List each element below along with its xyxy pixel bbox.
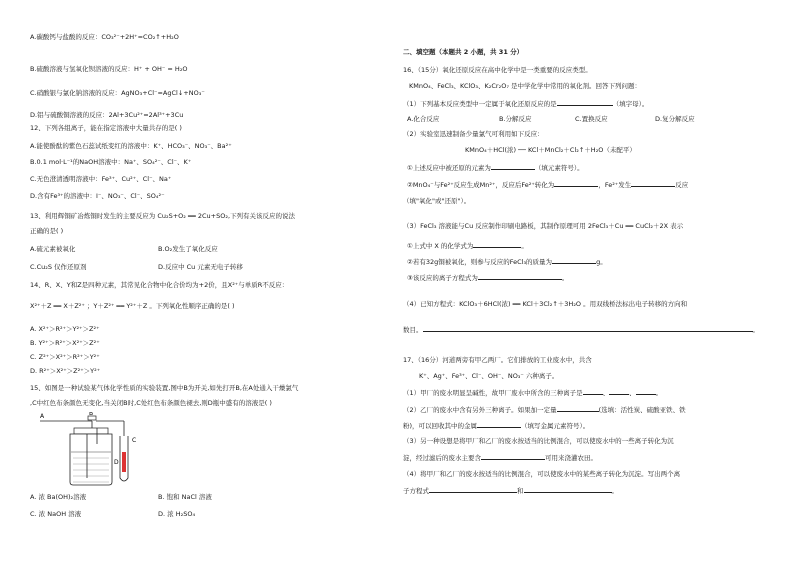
q17-3: （3）另一种设想是将甲厂和乙厂的废水按适当的比例混合，可以使废水中的一些离子转化为沉 <box>403 437 674 445</box>
q14-option-a: A. X²⁺＞R²⁺＞Y²⁺＞Z²⁺ <box>30 325 100 333</box>
q16-2-equation: KMnO₄＋HCl(浓) ── KCl＋MnCl₂＋Cl₂↑＋H₂O（未配平） <box>465 146 636 154</box>
q17-2-cont <box>403 421 589 431</box>
q16-stem: 16、（15分）氧化还原反应在高中化学中是一类重要的反应类型。 <box>403 66 592 74</box>
q13-stem-cont: 正确的是( ) <box>30 227 64 235</box>
label-c: C <box>132 437 137 444</box>
q16-1 <box>403 99 648 109</box>
q16-1-option-a: A.化合反应 <box>407 115 440 123</box>
q16-3-a-text: ①上式中 X 的化学式为 <box>407 242 474 250</box>
q17-ions: K⁺、Ag⁺、Fe³⁺、Cl⁻、OH⁻、NO₃⁻ 六种离子。 <box>419 372 559 380</box>
q16-3-c-tail: 。 <box>561 274 569 282</box>
answer-blank <box>557 405 599 412</box>
q17-2-cont-text: 粉)，可以回收其中的金属 <box>403 422 478 430</box>
answer-blank <box>478 273 562 280</box>
label-d: D <box>114 459 119 466</box>
right-column <box>403 0 773 562</box>
left-column <box>30 0 380 562</box>
q17-1-text: （1）甲厂的废水明显呈碱性，故甲厂废水中所含的三种离子是 <box>403 389 583 397</box>
answer-blank <box>423 325 753 332</box>
q16-3-b <box>407 257 607 267</box>
q16-3: （3）FeCl₃ 溶液能与Cu 反应制作印刷电路板，其制作原理可用 2FeCl₃＋Cu ══ CuCl₂＋2X 表示 <box>403 222 684 230</box>
q13-option-c: C.Cu₂S 仅作还原剂 <box>30 263 87 271</box>
q17-2-tail: (选填：活性炭、硫酸亚铁、铁 <box>598 406 686 414</box>
q17-4: （4）将甲厂和乙厂的废水按适当的比例混合，可以使废水中的某些离子转化为沉淀。写出两个离 <box>403 470 681 478</box>
q16-3-c <box>407 273 568 283</box>
q16-3-b-tail: g。 <box>596 258 607 266</box>
answer-blank <box>557 99 613 106</box>
q14-option-c: C. Z²⁺＞X²⁺＞R²⁺＞Y²⁺ <box>30 353 100 361</box>
q17-1-tail: 。 <box>655 389 663 397</box>
q16-intro: KMnO₄、FeCl₃、KClO₃、K₂Cr₂O₇ 是中学化学中常用的氧化剂。回答下列问题： <box>409 82 641 90</box>
answer-blank <box>631 180 675 187</box>
bottle-d <box>70 434 112 485</box>
gas-apparatus-diagram <box>40 412 150 488</box>
answer-blank <box>583 388 603 395</box>
q13-stem: 13、利用辉铜矿冶炼铜时发生的主要反应为 Cu₂S+O₂ ══ 2Cu+SO₂,下列有关该反应的说法 <box>30 212 296 220</box>
q11-option-b: B.硫酸溶液与氢氧化钡溶液的反应：H⁺ + OH⁻ = H₂O <box>30 65 188 73</box>
q17-2 <box>403 405 686 415</box>
q11-option-a: A.碳酸钙与盐酸的反应：CO₃²⁻+2H⁺=CO₂↑+H₂O <box>30 33 179 41</box>
q12-option-d: D.含有Fe³⁺的溶液中：I⁻、NO₃⁻、Cl⁻、SO₄²⁻ <box>30 192 165 200</box>
q16-2-a-tail: （填元素符号）。 <box>534 164 584 172</box>
q17-2-cont-tail: （填写金属元素符号）。 <box>521 422 590 430</box>
answer-blank <box>609 388 629 395</box>
q12-stem: 12、下列各组离子，能在指定溶液中大量共存的是( ) <box>30 124 182 132</box>
q17-4-cont-mid: 和 <box>517 487 524 495</box>
q14-option-d: D. R²⁺＞X²⁺＞Z²⁺＞Y²⁺ <box>30 367 101 375</box>
q16-2-b-note: （填"氧化"或"还原"）。 <box>403 197 471 205</box>
answer-blank <box>636 388 656 395</box>
q15-stem-cont: ,C中红色布条颜色无变化,当关闭B时,C处红色布条颜色褪去,则D瓶中盛有的溶液是( ) <box>30 399 272 407</box>
q16-3-a-tail: 。 <box>521 242 528 250</box>
q16-1-option-b: B.分解反应 <box>499 115 532 123</box>
q17-3-cont-text: 淀，经过滤后的废水主要含 <box>403 454 481 462</box>
q17-3-cont-tail: 可用来浇灌农田。 <box>545 454 597 462</box>
q16-4-cont-tail: 。 <box>752 326 759 334</box>
answer-blank <box>473 241 521 248</box>
answer-blank <box>477 421 521 428</box>
q17-4-cont-tail: 。 <box>611 487 618 495</box>
q16-1-text: （1）下列基本反应类型中一定属于氧化还原反应的是 <box>403 100 557 108</box>
q16-1-option-d: D.复分解反应 <box>655 115 695 123</box>
q16-4-cont-text: 数目。 <box>403 326 423 334</box>
q16-2: （2）实验室迅速制备少量氯气可利用如下反应： <box>403 130 544 138</box>
q15-option-b: B. 饱和 NaCl 溶液 <box>158 493 212 501</box>
q16-2-b <box>407 180 688 190</box>
q17-1 <box>403 388 662 398</box>
q12-option-a: A.能使酚酞的紫色石蕊试纸变红的溶液中：K⁺、HCO₃⁻、NO₃⁻、Ba²⁺ <box>30 142 232 150</box>
q17-1-sep1: 、 <box>602 389 610 397</box>
answer-blank <box>481 453 545 460</box>
q14-equations: X²⁺＋Z ══ X＋Z²⁺ ；Y＋Z²⁺ ══ Y²⁺＋Z 。下列氧化性顺序正确的是( ) <box>30 302 235 310</box>
q16-2-a-text: ①上述反应中被还原的元素为 <box>407 164 491 172</box>
section-heading: 二、填空题（本题共 2 小题，共 31 分） <box>403 48 524 56</box>
answer-blank <box>524 486 612 493</box>
q13-option-b: B.O₂发生了氧化反应 <box>158 245 218 253</box>
answer-blank <box>554 180 598 187</box>
answer-blank <box>491 163 535 170</box>
q16-1-option-c: C.置换反应 <box>575 115 608 123</box>
q16-1-tail: （填字母）。 <box>612 100 649 108</box>
q16-3-a <box>407 241 528 251</box>
q13-option-d: D.反应中 Cu 元素无电子转移 <box>158 263 243 271</box>
q11-option-c: C.硝酸银与氯化钠溶液的反应：AgNO₃+Cl⁻=AgCl↓+NO₃⁻ <box>30 89 205 97</box>
q16-4-cont <box>403 325 759 335</box>
label-a: A <box>40 413 45 420</box>
answer-blank <box>429 486 517 493</box>
q16-2-b-tail: 反应 <box>675 181 689 189</box>
q17-3-cont <box>403 453 597 463</box>
red-cloth-strip <box>122 452 126 472</box>
q16-2-b-mid: ，Fe²⁺发生 <box>598 181 632 189</box>
q17-4-cont-text: 子方程式 <box>403 487 429 495</box>
q15-option-c: C. 浓 NaOH 溶液 <box>30 510 82 518</box>
label-b: B <box>89 412 94 417</box>
q17-2-text: （2）乙厂的废水中含有另外三种离子。如果加一定量 <box>403 406 557 414</box>
answer-blank <box>552 257 596 264</box>
q14-option-b: B. Y²⁺＞R²⁺＞X²⁺＞Z²⁺ <box>30 339 100 347</box>
q16-3-c-text: ③该反应的离子方程式为 <box>407 274 478 282</box>
q17-stem: 17、（16分）河道两旁有甲乙两厂。它们排放的工业废水中，共含 <box>403 356 592 364</box>
q13-option-a: A.硫元素被氧化 <box>30 245 76 253</box>
q15-option-a: A. 浓 Ba(OH)₂溶液 <box>30 493 87 501</box>
q12-option-c: C.无色澄清透明溶液中：Fe³⁺、Cu²⁺、Cl⁻、Na⁺ <box>30 175 172 183</box>
q15-stem: 15、如图是一种试验某气体化学性质的实验装置,图中B为开关,如先打开B,在A处通入干燥氯气 <box>30 384 299 392</box>
q16-4: （4）已知方程式：KClO₃＋6HCl(浓) ══ KCl＋3Cl₂↑＋3H₂O 。用双线桥法标出电子转移的方向和 <box>403 300 688 308</box>
q16-2-a <box>407 163 584 173</box>
q16-3-b-text: ②若有32g铜被氧化，则参与反应的FeCl₃的质量为 <box>407 258 553 266</box>
q16-2-b-text: ②MnO₄⁻与Fe²⁺反应生成Mn²⁺，反应后Fe²⁺转化为 <box>407 181 555 189</box>
q15-option-d: D. 浓 H₂SO₄ <box>158 510 196 518</box>
q12-option-b: B.0.1 mol·L⁻¹的NaOH溶液中：Na⁺、SO₄²⁻、Cl⁻、K⁺ <box>30 158 192 166</box>
q14-stem: 14、R、X、Y和Z是四种元素，其常见化合物中化合价均为+2价，且X²⁺与单质R不反应： <box>30 281 289 289</box>
q11-option-d: D.铝与硫酸铜溶液的反应：2Al+3Cu²⁺=2Al³⁺+3Cu <box>30 111 184 119</box>
q17-4-cont <box>403 486 618 496</box>
q17-1-sep2: 、 <box>629 389 636 397</box>
